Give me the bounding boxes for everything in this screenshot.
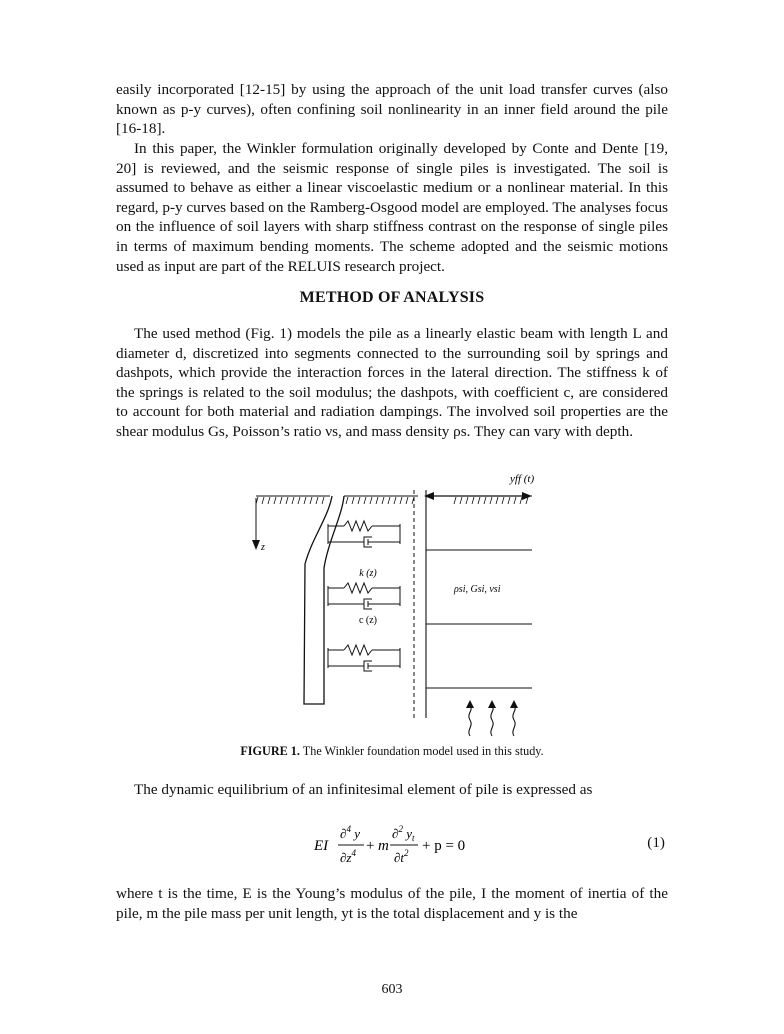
spring-dashpot-unit-1 [328, 521, 400, 547]
seismic-input-arrows [469, 706, 515, 736]
equation-1 [116, 816, 668, 872]
spring-label: k (z) [359, 568, 377, 579]
ground-surface [256, 496, 532, 504]
paragraph-equilibrium [116, 780, 668, 800]
equation-tail: + p = 0 [422, 838, 466, 854]
equation-ei: EI [314, 838, 329, 854]
free-field-label: yff (t) [510, 473, 535, 485]
soil-properties-label: ρsi, Gsi, νsi [454, 584, 501, 595]
section-heading: METHOD OF ANALYSIS [299, 289, 485, 306]
figure-winkler-model [248, 468, 548, 740]
depth-axis [252, 498, 260, 550]
equation-drawing [116, 816, 668, 872]
equation-numerator-1: ∂$^4$ y [340, 824, 360, 841]
page-number: 603 [381, 982, 403, 997]
paragraph-method-text: The used method (Fig. 1) models the pile as a linearly elastic beam with length L and diameter d, discretized into segments connected to the surrounding soil by springs and dashpots, which provide the interaction forces in the lateral direction. The stiffness k of the springs is related to the soil modulus; the dashpots, with coefficient c, are considered to account for both material and radiation dampings. The involved soil properties are the shear modulus Gs, Poisson’s ratio νs, and mass density ρs. They can vary with depth. [116, 325, 668, 440]
equation-numerator-2: ∂$^2$ $y_t$ [392, 824, 415, 843]
soil-layer-boundaries [426, 550, 532, 688]
seismic-arrow-heads [466, 700, 518, 708]
equation-plus: + [366, 838, 375, 854]
paragraph-equilibrium-text: The dynamic equilibrium of an infinitesimal element of pile is expressed as [134, 781, 593, 798]
pile-shape [304, 496, 344, 704]
figure-caption-label: FIGURE 1. [240, 744, 300, 758]
depth-axis-label: z [261, 542, 265, 553]
equation-denominator-2: $\partial t^2$ [394, 848, 409, 865]
dashpot-label: c (z) [358, 615, 378, 626]
equation-denominator-1: $\partial z^4$ [340, 848, 356, 865]
spring-dashpot-unit-2 [328, 583, 400, 609]
paragraph-where: where t is the time, E is the Young’s modulus of the pile, I the moment of inertia of the pile, m the pile mass per unit length, yt is the total displacement and y is the [116, 885, 668, 922]
paragraph-method [116, 324, 668, 442]
paragraph-intro-text: In this paper, the Winkler formulation originally developed by Conte and Dente [19, 20] is reviewed, and the seismic response of single piles is investigated. The soil is assumed to behave as either a linear viscoelastic medium or a nonlinear material. In this regard, p-y curves based on the Ramberg-Osgood model are employed. The analyses focus on the influence of soil layers with sharp stiffness contrast on the response of single piles in terms of maximum bending moments. The scheme adopted and the seismic motions used as input are part of the RELUIS research project. [116, 140, 668, 275]
figure-drawing [248, 468, 548, 740]
spring-dashpot-unit-3 [328, 645, 400, 671]
figure-caption [116, 744, 668, 759]
paragraph-intro [116, 139, 668, 276]
equation-m: m [378, 838, 389, 854]
figure-caption-text: The Winkler foundation model used in this study. [302, 744, 544, 758]
equation-number: (1) [647, 834, 665, 851]
paragraph-top: easily incorporated [12-15] by using the approach of the unit load transfer curves (also known as p-y curves), often confining soil nonlinearity in an inner field around the pile [16-18]. [116, 81, 668, 138]
